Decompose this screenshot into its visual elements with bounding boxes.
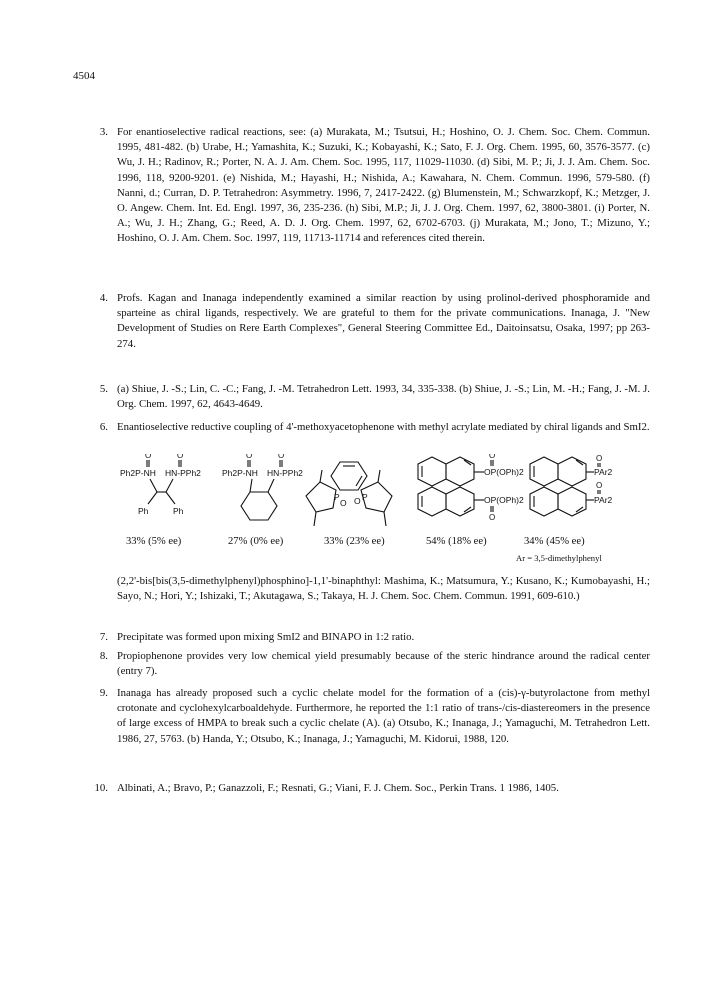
svg-text:O: O <box>596 481 603 490</box>
note-number: 9. <box>99 687 108 699</box>
structure-2 <box>222 454 303 520</box>
note-number: 5. <box>99 383 108 395</box>
svg-text:HN-PPh2: HN-PPh2 <box>267 468 303 478</box>
note-text: Albinati, A.; Bravo, P.; Ganazzoli, F.; Resnati, G.; Viani, F. J. Chem. Soc., Perkin Trans. 1 1986, 1405. <box>117 782 559 794</box>
note-text: (2,2'-bis[bis(3,5-dimethylphenyl)phosphino]-1,1'-binaphthyl: Mashima, K.; Matsumura, Y.; Kusano, K.; Kumobayashi, H.; Sayo, N.; Hori, Y.; Ishizaki, T.; Akutagawa, S.; Takaya, H. J. Chem. Soc. Chem. Commun. 1991, 609-610.) <box>117 575 650 603</box>
svg-text:O: O <box>489 454 496 460</box>
structure-4 <box>418 454 524 522</box>
note-text: For enantioselective radical reactions, see: (a) Murakata, M.; Tsutsui, H.; Hoshino, O. J. Chem. Soc. Chem. Commun. 1995, 481-482. (b) Urabe, H.; Yamashita, K.; Suzuki, K.; Kobayashi, K.; Sato, F. J. Org. Chem. 1995, 60, 3576-3577. (c) Wu, J. H.; Radinov, R.; Porter, N. A. J. Am. Chem. Soc. 1995, 117, 11029-11030. (d) Sibi, M. P.; Ji, J. J. Am. Chem. Soc. 1996, 118, 9200-9201. (e) Nishida, M.; Hayashi, H.; Nishida, A.; Kawahara, N. Chem. Commun. 1996, 579-580. (f) Nanni, d.; Curran, D. P. Tetrahedron: Asymmetry. 1996, 7, 2417-2422. (g) Blumenstein, M.; Schwarzkopf, K.; Metzger, J. O. Angew. Chem. Int. Ed. Engl. 1997, 36, 235-236. (h) Sibi, M.P.; Ji, J. J. Org. Chem. 1997, 62, 3800-3801. (i) Porter, N. A.; Wu, J. H.; Zhang, G.; Reed, A. D. J. Org. Chem. 1997, 62, 6702-6703. (j) Murakata, M.; Jono, T.; Mizuno, Y.; Hoshino, O. J. Am. Chem. Soc. 1997, 119, 11713-11714 and references cited therein. <box>117 126 650 245</box>
svg-text:Ph2P-NH: Ph2P-NH <box>222 468 258 478</box>
note-text: Inanaga has already proposed such a cyclic chelate model for the formation of a (cis)-γ-butyrolactone from methyl crotonate and cyclohexylcarboaldehyde. Furthermore, he reported the 1:1 ratio of trans-/cis-diastereomers in the presence of large excess of HMPA to break such a cyclic chelate (A). (a) Otsubo, K.; Inanaga, J.; Yamaguchi, M. Tetrahedron Lett. 1986, 27, 5763. (b) Handa, Y.; Otsubo, K.; Inanaga, J.; Yamaguchi, M. Kidorui, 1988, 120. <box>117 687 650 745</box>
structure-3 <box>306 462 392 526</box>
structure-1 <box>120 454 201 516</box>
note-number: 4. <box>99 292 108 304</box>
note-text: Profs. Kagan and Inanaga independently examined a similar reaction by using prolinol-derived phosphoramide and sparteine as chiral ligands, respectively. We are grateful to them for the private communications. Inanaga, J. "New Development of Studies on Rere Earth Complexes", General Steering Committee Ed., Daitoinsatsu, Osaka, 1997; pp 263-274. <box>117 292 650 350</box>
svg-text:O: O <box>246 454 253 460</box>
note-3 <box>80 125 650 247</box>
aryl-definition: Ar = 3,5-dimethylphenyl <box>516 553 602 563</box>
svg-text:P: P <box>362 492 368 502</box>
svg-text:OP(OPh)2: OP(OPh)2 <box>484 495 524 505</box>
structure-caption-5: 34% (45% ee) <box>524 536 585 547</box>
note-10 <box>80 781 650 796</box>
note-number: 8. <box>99 650 108 662</box>
svg-text:OP(OPh)2: OP(OPh)2 <box>484 467 524 477</box>
ligand-structures-drawing <box>118 454 650 534</box>
note-text: Enantioselective reductive coupling of 4'-methoxyacetophenone with methyl acrylate mediated by chiral ligands and SmI2. <box>117 421 650 433</box>
structure-caption-4: 54% (18% ee) <box>426 536 487 547</box>
svg-text:Ph: Ph <box>173 506 184 516</box>
svg-text:O: O <box>340 498 347 508</box>
structure-caption-2: 27% (0% ee) <box>228 536 284 547</box>
svg-text:O: O <box>354 496 361 506</box>
structure-5 <box>530 454 613 516</box>
svg-text:Ph2P-NH: Ph2P-NH <box>120 468 156 478</box>
svg-text:O: O <box>489 513 496 522</box>
note-number: 6. <box>99 421 108 433</box>
note-text: Precipitate was formed upon mixing SmI2 and BINAPO in 1:2 ratio. <box>117 631 415 643</box>
note-6-continuation <box>80 574 650 604</box>
svg-text:O: O <box>177 454 184 460</box>
note-number: 10. <box>94 782 108 794</box>
svg-text:HN-PPh2: HN-PPh2 <box>165 468 201 478</box>
page-number: 4504 <box>73 70 95 82</box>
note-text: Propiophenone provides very low chemical yield presumably because of the steric hindrance around the radical center (entry 7). <box>117 650 650 678</box>
structure-caption-1: 33% (5% ee) <box>126 536 182 547</box>
note-6 <box>80 420 650 435</box>
svg-text:O: O <box>596 454 603 463</box>
note-text: (a) Shiue, J. -S.; Lin, C. -C.; Fang, J. -M. Tetrahedron Lett. 1993, 34, 335-338. (b) Shiue, J. -S.; Lin, M. -H.; Fang, J. -M. J. Org. Chem. 1997, 62, 4643-4649. <box>117 383 650 411</box>
structure-caption-3: 33% (23% ee) <box>324 536 385 547</box>
svg-text:PAr2: PAr2 <box>594 495 613 505</box>
note-5 <box>80 382 650 412</box>
svg-text:P: P <box>334 492 340 502</box>
svg-text:PAr2: PAr2 <box>594 467 613 477</box>
note-number: 7. <box>99 631 108 643</box>
ligand-structures-figure <box>118 454 650 564</box>
note-9 <box>80 686 650 747</box>
svg-text:O: O <box>278 454 285 460</box>
note-8 <box>80 649 650 679</box>
note-4 <box>80 291 650 352</box>
note-7 <box>80 630 650 645</box>
note-number: 3. <box>99 126 108 138</box>
svg-text:Ph: Ph <box>138 506 149 516</box>
svg-text:O: O <box>145 454 152 460</box>
